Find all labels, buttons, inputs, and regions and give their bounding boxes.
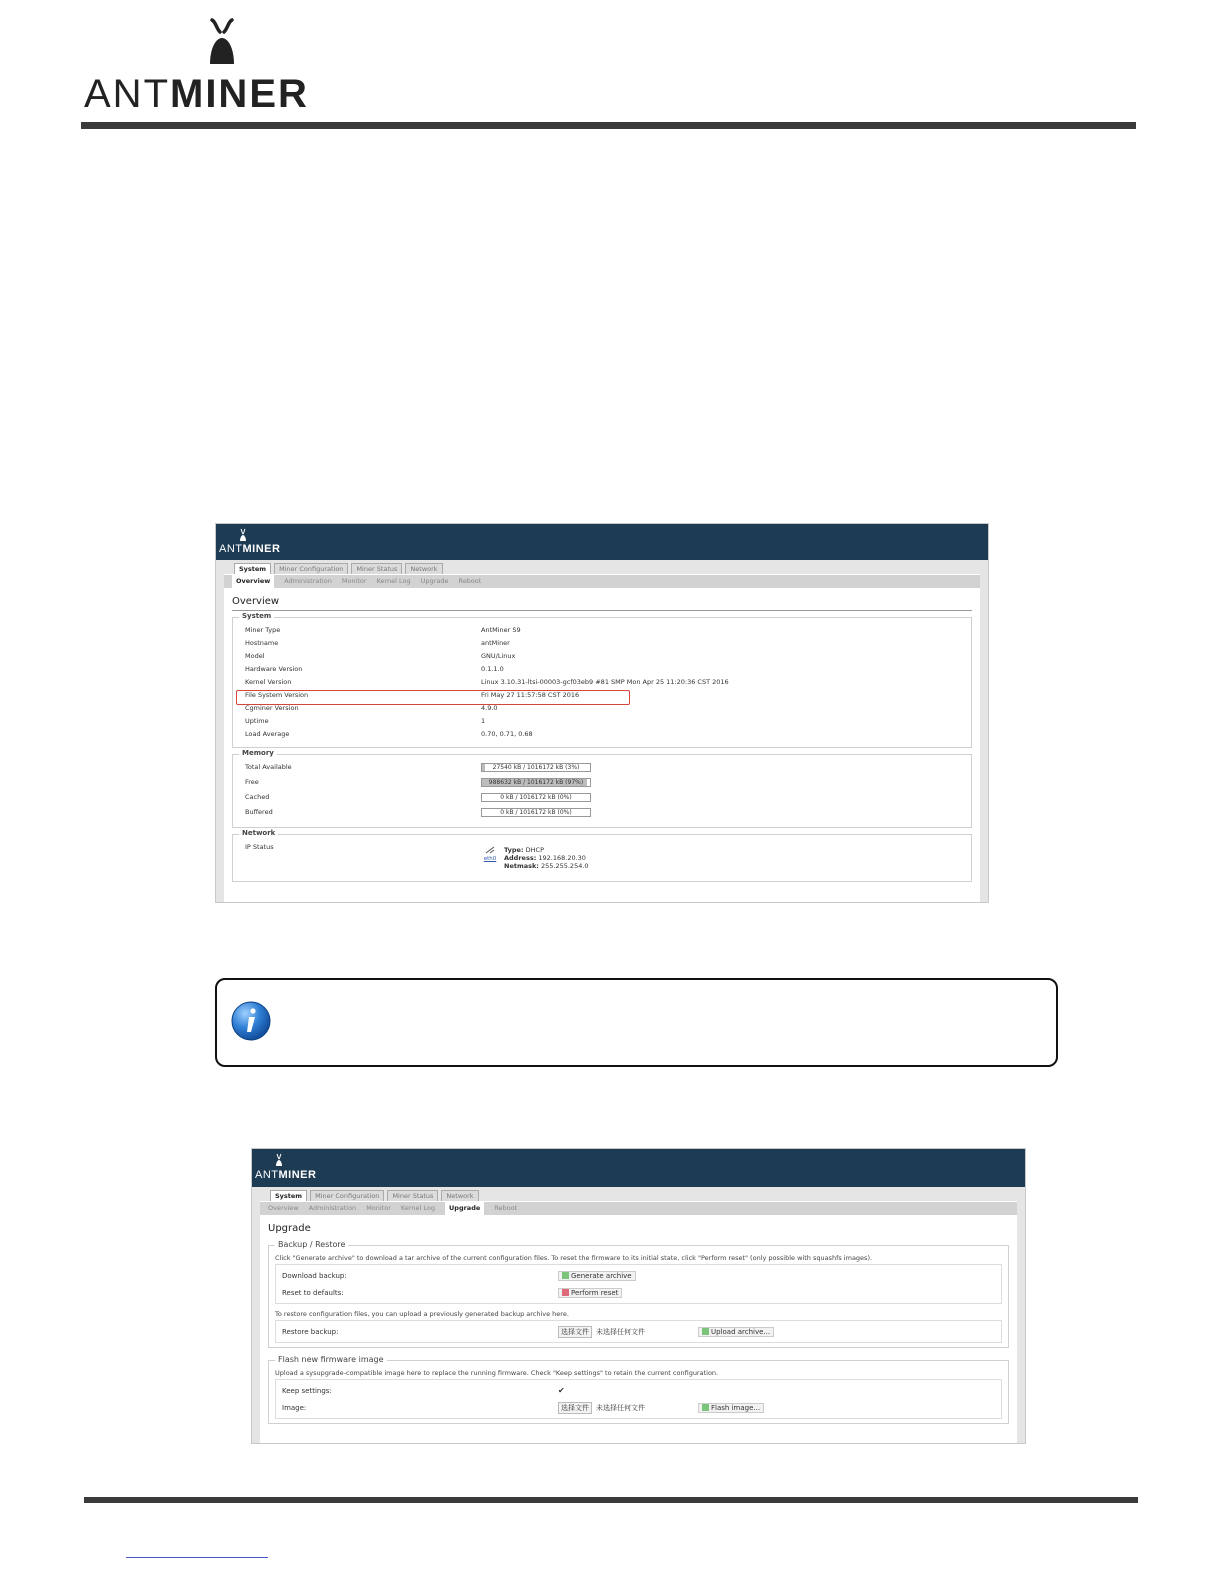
row-label: Miner Type [245,626,281,634]
memory-bar: 988632 kB / 1016172 kB (97%) [481,778,591,787]
flash-icon [702,1404,709,1411]
tab-network[interactable]: Network [441,1190,478,1201]
row-label: Hardware Version [245,665,303,673]
logo-text-bold: MINER [170,72,309,116]
memory-row [239,793,965,808]
subtab-reboot[interactable]: Reboot [458,577,482,585]
generate-archive-button[interactable]: Generate archive [558,1271,636,1281]
sub-tabs [224,574,980,588]
highlight-box [236,690,630,705]
row-label: Kernel Version [245,678,292,686]
brand-bar [252,1149,1025,1187]
row-value: 0.1.1.0 [481,665,504,673]
row-value: antMiner [481,639,510,647]
row-label: Cgminer Version [245,704,299,712]
brand-logo-icon [238,528,248,542]
ip-type: DHCP [525,846,544,854]
download-backup-label: Download backup: [282,1271,347,1280]
archive-icon [562,1272,569,1279]
row-label: Load Average [245,730,290,738]
brand-logo-icon [274,1153,284,1167]
info-icon [230,1000,272,1042]
image-label: Image: [282,1403,307,1412]
ethernet-icon [481,846,499,862]
upgrade-panel [260,1215,1017,1443]
row-label: Model [245,652,265,660]
row-value: 1 [481,717,486,725]
iface-name: eth0 [483,856,497,862]
info-row [239,665,965,678]
logo-text-light: ANT [84,72,170,116]
brand-bar [216,524,988,560]
restore-row [275,1320,1002,1343]
backup-description: Click "Generate archive" to download a tar archive of the current configuration files. To reset the firmware to its initial state, click "Perform reset" (only possible with squashfs images). [275,1254,873,1262]
brand-text-bold: MINER [242,543,281,555]
info-row [239,717,965,730]
subtab-upgrade[interactable]: Upgrade [445,1202,484,1215]
antminer-logo [84,18,344,118]
flash-description: Upload a sysupgrade-compatible image here to replace the running firmware. Check "Keep settings" to retain the current configuration. [275,1369,719,1377]
ip-address: 192.168.20.30 [538,854,586,862]
info-row [239,626,965,639]
ip-status-label: IP Status [245,843,274,851]
subtab-kernel-log[interactable]: Kernel Log [400,1204,436,1212]
no-file-text: 未选择任何文件 [596,1403,645,1412]
memory-fieldset [232,749,972,828]
tab-miner-configuration[interactable]: Miner Configuration [310,1190,384,1201]
subtab-administration[interactable]: Administration [284,577,332,585]
footer-rule [84,1497,1138,1503]
network-fieldset [232,829,972,882]
memory-bar: 0 kB / 1016172 kB (0%) [481,793,591,802]
antminer-logo-icon [202,18,242,68]
backup-rows [275,1264,1002,1304]
row-label: Hostname [245,639,279,647]
choose-file-button[interactable]: 选择文件 [558,1326,592,1338]
info-row [239,730,965,743]
subtab-kernel-log[interactable]: Kernel Log [376,577,411,585]
brand-text-light: ANT [219,543,243,555]
backup-legend: Backup / Restore [275,1240,348,1249]
keep-settings-checkbox[interactable]: ✔ [558,1386,565,1395]
subtab-monitor[interactable]: Monitor [341,577,367,585]
tab-network[interactable]: Network [405,563,442,574]
network-legend: Network [239,829,278,837]
header-rule [81,122,1136,129]
flash-image-button[interactable]: Flash image... [698,1403,764,1413]
info-row [239,704,965,717]
tab-miner-configuration[interactable]: Miner Configuration [274,563,348,574]
tab-miner-status[interactable]: Miner Status [387,1190,438,1201]
flash-legend: Flash new firmware image [275,1355,387,1364]
overview-screenshot [215,523,989,903]
row-value: 0.70, 0.71, 0.68 [481,730,533,738]
subtab-overview[interactable]: Overview [268,1204,299,1212]
image-file-input[interactable] [558,1402,698,1414]
row-value: Fri May 27 11:57:58 CST 2016 [481,691,580,699]
keep-settings-label: Keep settings: [282,1386,332,1395]
ip-netmask: 255.255.254.0 [540,862,589,870]
restore-backup-label: Restore backup: [282,1327,339,1336]
flash-rows [275,1379,1002,1419]
upload-archive-button[interactable]: Upload archive... [698,1327,774,1337]
memory-bar: 0 kB / 1016172 kB (0%) [481,808,591,817]
subtab-monitor[interactable]: Monitor [366,1204,391,1212]
subtab-overview[interactable]: Overview [232,575,274,588]
restore-description: To restore configuration files, you can upload a previously generated backup archive here. [275,1310,569,1318]
row-label: Buffered [245,808,273,816]
memory-row [239,808,965,823]
content-area [216,560,988,902]
info-callout [215,978,1058,1067]
ip-status-row: IP Status eth0 Type: DHCP Address: 192.168.20.30 Netmask: 255.255.254.0 [239,843,965,856]
row-value: AntMiner S9 [481,626,521,634]
flash-fieldset [268,1355,1009,1424]
restore-file-input[interactable] [558,1326,698,1338]
perform-reset-button[interactable]: Perform reset [558,1288,622,1298]
upgrade-screenshot [251,1148,1026,1444]
page-title: Overview [232,596,972,611]
subtab-reboot[interactable]: Reboot [494,1204,518,1212]
row-label: Uptime [245,717,269,725]
row-label: Total Available [245,763,292,771]
memory-bar: 27540 kB / 1016172 kB (3%) [481,763,591,772]
content-area [252,1187,1025,1443]
row-label: File System Version [245,691,309,699]
system-fieldset [232,612,972,748]
brand-text-light: ANT [255,1169,279,1181]
tab-miner-status[interactable]: Miner Status [351,563,402,574]
info-row [239,639,965,652]
row-label: Free [245,778,259,786]
sub-tabs [260,1201,1017,1215]
system-legend: System [239,612,274,620]
brand-text-bold: MINER [278,1169,317,1181]
subtab-upgrade[interactable]: Upgrade [420,577,449,585]
main-tabs [260,1187,1017,1201]
row-value: 4.9.0 [481,704,498,712]
footer-link-underline [126,1557,268,1558]
upload-icon [702,1328,709,1335]
backup-fieldset [268,1240,1009,1348]
reset-icon [562,1289,569,1296]
main-tabs [224,560,980,574]
reset-defaults-label: Reset to defaults: [282,1288,344,1297]
subtab-administration[interactable]: Administration [308,1204,357,1212]
tab-system[interactable]: System [234,563,271,574]
choose-file-button[interactable]: 选择文件 [558,1402,592,1414]
page-title: Upgrade [268,1223,311,1234]
info-row [239,652,965,665]
tab-system[interactable]: System [270,1190,307,1201]
overview-panel [224,588,980,902]
no-file-text: 未选择任何文件 [596,1327,645,1336]
memory-row [239,763,965,778]
memory-row [239,778,965,793]
memory-legend: Memory [239,749,277,757]
row-value: Linux 3.10.31-ltsi-00003-gcf03eb9 #81 SMP Mon Apr 25 11:20:36 CST 2016 [481,678,729,686]
row-value: GNU/Linux [481,652,516,660]
row-label: Cached [245,793,270,801]
